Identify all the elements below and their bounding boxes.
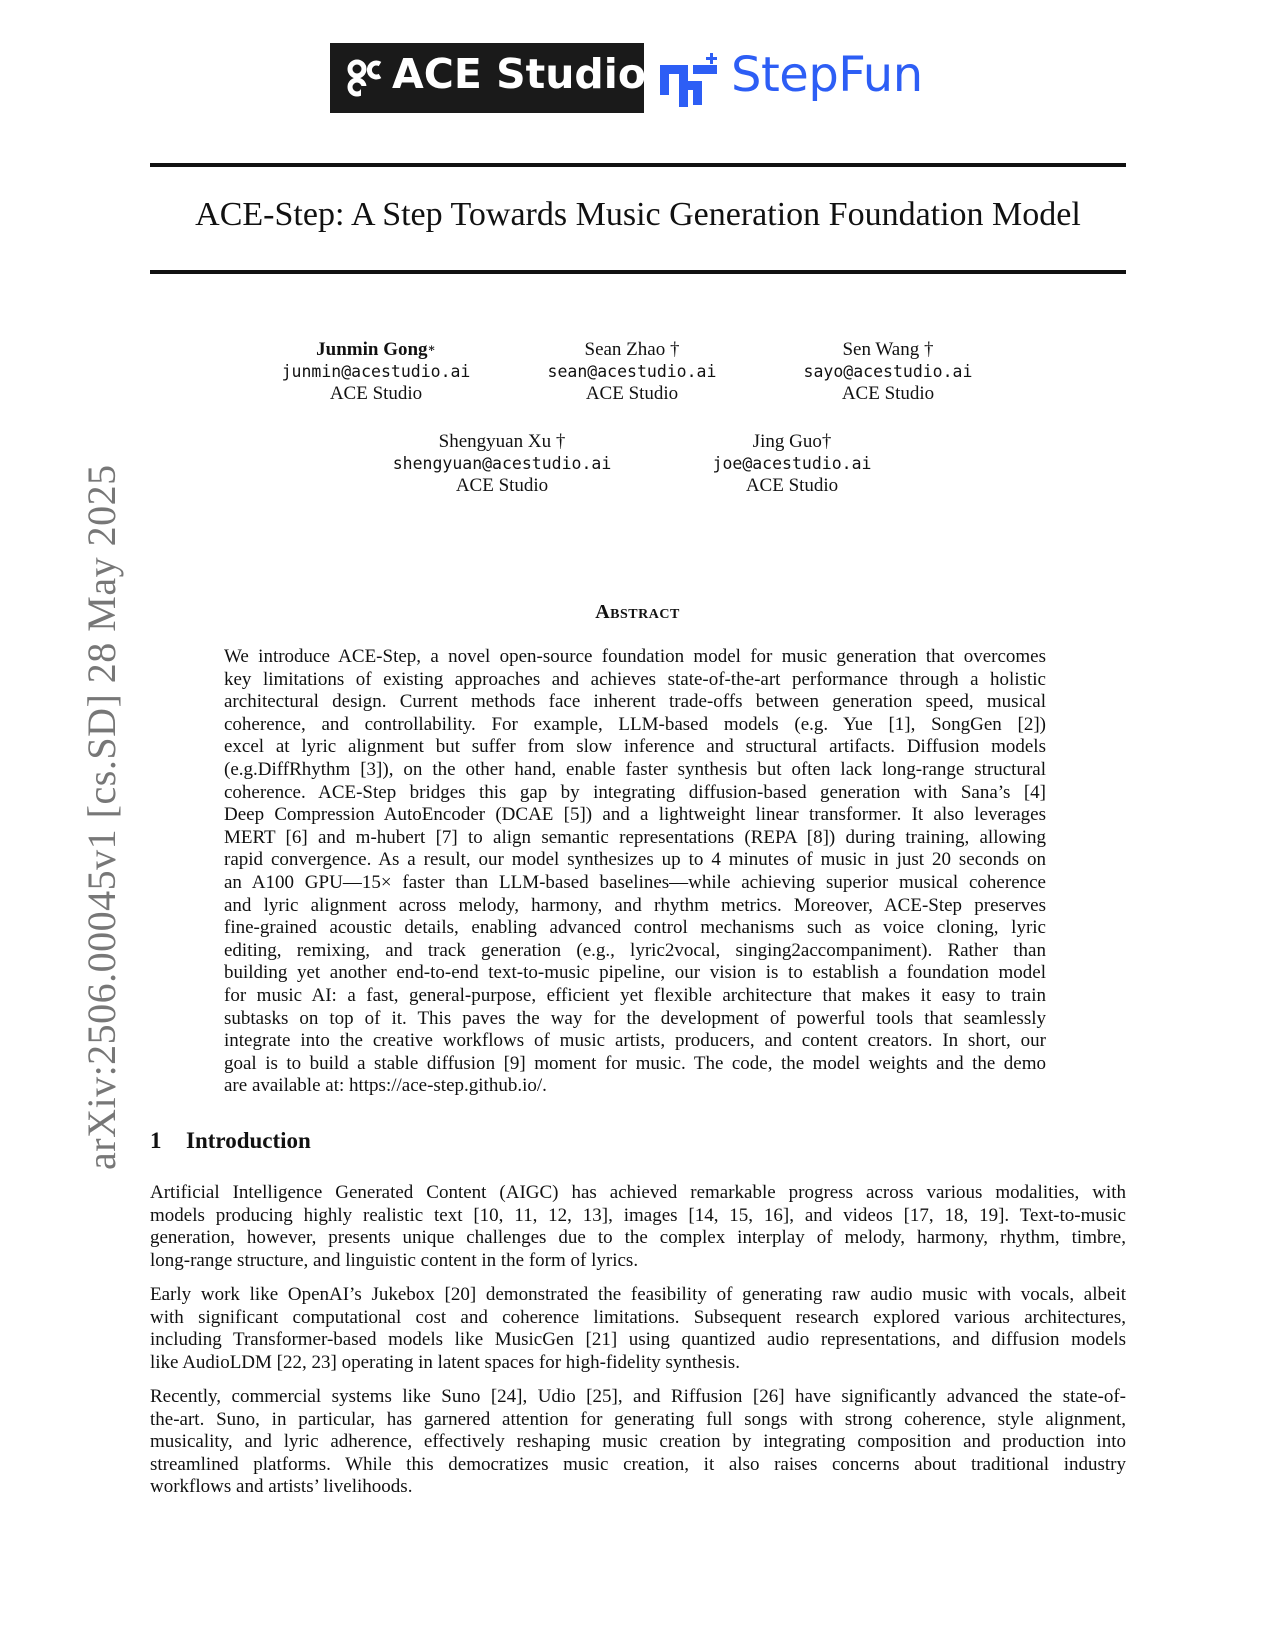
text-line: including Transformer-based models like MusicGen [21] using quantized audio representations, and diffusion models <box>150 1329 1126 1351</box>
text-line: for music AI: a fast, general-purpose, efficient yet flexible architecture that makes it easy to train <box>224 984 1046 1006</box>
text-line: Deep Compression AutoEncoder (DCAE [5]) and a lightweight linear transformer. It also leverages <box>224 804 1046 826</box>
author-email: shengyuan@acestudio.ai <box>392 454 612 473</box>
text-line: and lyric alignment across melody, harmony, and rhythm metrics. Moreover, ACE-Step preserves <box>224 894 1046 916</box>
stepfun-logo <box>656 45 936 111</box>
author-name: Junmin Gong∗ <box>316 339 436 360</box>
text-line: models producing highly realistic text [10, 11, 12, 13], images [14, 15, 16], and videos [17, 18, 19]. Text-to-music <box>150 1204 1126 1226</box>
text-line: coherence, and controllability. For example, LLM-based models (e.g. Yue [1], SongGen [2]) <box>224 713 1046 735</box>
text-line: (e.g.DiffRhythm [3]), on the other hand, enable faster synthesis but often lack long-range structural <box>224 758 1046 780</box>
text-line: rapid convergence. As a result, our model synthesizes up to 4 minutes of music in just 20 seconds on <box>224 849 1046 871</box>
ace-studio-logo <box>330 43 644 113</box>
author-block <box>662 431 922 497</box>
author-email: junmin@acestudio.ai <box>281 362 471 381</box>
text-line: like AudioLDM [22, 23] operating in latent spaces for high-fidelity synthesis. <box>150 1351 740 1373</box>
ace-studio-logo-icon <box>346 59 386 99</box>
text-line: We introduce ACE-Step, a novel open-source foundation model for music generation that overcomes <box>224 646 1046 667</box>
abstract-body <box>224 646 1046 1098</box>
author-affiliation: ACE Studio <box>329 383 423 404</box>
text-line: long-range structure, and linguistic content in the form of lyrics. <box>150 1249 639 1271</box>
text-line: Artificial Intelligence Generated Content (AIGC) has achieved remarkable progress across various modalities, with <box>150 1182 1126 1203</box>
author-affiliation: ACE Studio <box>745 475 839 496</box>
author-name: Shengyuan Xu † <box>438 431 566 452</box>
text-line: musicality, and lyric adherence, effectively reshaping music creation by integrating composition and production into <box>150 1431 1126 1453</box>
text-line: MERT [6] and m-hubert [7] to align semantic representations (REPA [8]) during training, allowing <box>224 826 1046 848</box>
section-number: 1 <box>150 1128 162 1153</box>
text-line: an A100 GPU—15× faster than LLM-based baselines—while achieving superior musical coherence <box>224 871 1046 893</box>
text-line: editing, remixing, and track generation (e.g., lyric2vocal, singing2accompaniment). Rather than <box>224 939 1046 961</box>
arxiv-identifier: arXiv:2506.00045v1 [cs.SD] 28 May 2025 <box>79 464 124 1170</box>
text-line: Early work like OpenAI’s Jukebox [20] demonstrated the feasibility of generating raw audio music with vocals, albeit <box>150 1284 1126 1305</box>
intro-paragraph-1 <box>150 1182 1126 1272</box>
text-line: the-art. Suno, in particular, has garnered attention for generating full songs with strong coherence, style alignment, <box>150 1408 1126 1430</box>
text-line: with significant computational cost and coherence limitations. Subsequent research explored various architectures, <box>150 1306 1126 1328</box>
text-line: subtasks on top of it. This paves the way for the development of powerful tools that seamlessly <box>224 1007 1046 1029</box>
abstract-heading: Abstract <box>595 601 680 623</box>
text-line: are available at: https://ace-step.github.io/. <box>224 1075 547 1097</box>
intro-paragraph-3 <box>150 1386 1126 1499</box>
author-email: joe@acestudio.ai <box>712 454 872 473</box>
text-line: key limitations of existing approaches and achieves state-of-the-art performance through a holistic <box>224 668 1046 690</box>
author-email: sayo@acestudio.ai <box>803 362 973 381</box>
text-line: architectural design. Current methods face inherent trade-offs between generation speed, musical <box>224 691 1046 713</box>
author-name: Sean Zhao † <box>584 339 680 360</box>
text-line: integrate into the creative workflows of music artists, producers, and content creators. In short, our <box>224 1030 1046 1052</box>
stepfun-logo-icon <box>660 51 724 109</box>
text-line: generation, however, presents unique challenges due to the complex interplay of melody, harmony, rhythm, timbre, <box>150 1227 1126 1249</box>
intro-paragraph-2 <box>150 1284 1126 1374</box>
text-line: streamlined platforms. While this democratizes music creation, it also raises concerns about traditional industry <box>150 1453 1126 1475</box>
text-line: building yet another end-to-end text-to-music pipeline, our vision is to establish a foundation model <box>224 962 1046 984</box>
author-affiliation: ACE Studio <box>841 383 935 404</box>
text-line: Recently, commercial systems like Suno [24], Udio [25], and Riffusion [26] have significantly advanced the state-of- <box>150 1386 1126 1407</box>
author-affiliation: ACE Studio <box>585 383 679 404</box>
ace-studio-wordmark: ACE Studio <box>392 50 646 98</box>
author-name: Jing Guo† <box>752 431 832 452</box>
section-title-text: Introduction <box>186 1128 311 1153</box>
text-line: excel at lyric alignment but suffer from slow inference and structural artifacts. Diffusion models <box>224 736 1046 758</box>
section-heading <box>150 1128 311 1154</box>
text-line: fine-grained acoustic details, enabling advanced control mechanisms such as voice cloning, lyric <box>224 917 1046 939</box>
title-rule-top <box>150 163 1126 167</box>
author-email: sean@acestudio.ai <box>547 362 717 381</box>
stepfun-wordmark: StepFun <box>731 47 923 103</box>
author-block <box>758 339 1018 405</box>
author-name: Sen Wang † <box>842 339 934 360</box>
author-affiliation: ACE Studio <box>455 475 549 496</box>
header-logos <box>0 41 1275 113</box>
paper-title: ACE-Step: A Step Towards Music Generation Foundation Model <box>195 196 1081 233</box>
title-rule-bottom <box>150 270 1126 274</box>
author-block <box>246 339 506 405</box>
text-line: goal is to build a stable diffusion [9] moment for music. The code, the model weights and the demo <box>224 1052 1046 1074</box>
author-block <box>372 431 632 497</box>
text-line: coherence. ACE-Step bridges this gap by integrating diffusion-based generation with Sana’s [4] <box>224 781 1046 803</box>
text-line: workflows and artists’ livelihoods. <box>150 1476 413 1498</box>
author-block <box>502 339 762 405</box>
